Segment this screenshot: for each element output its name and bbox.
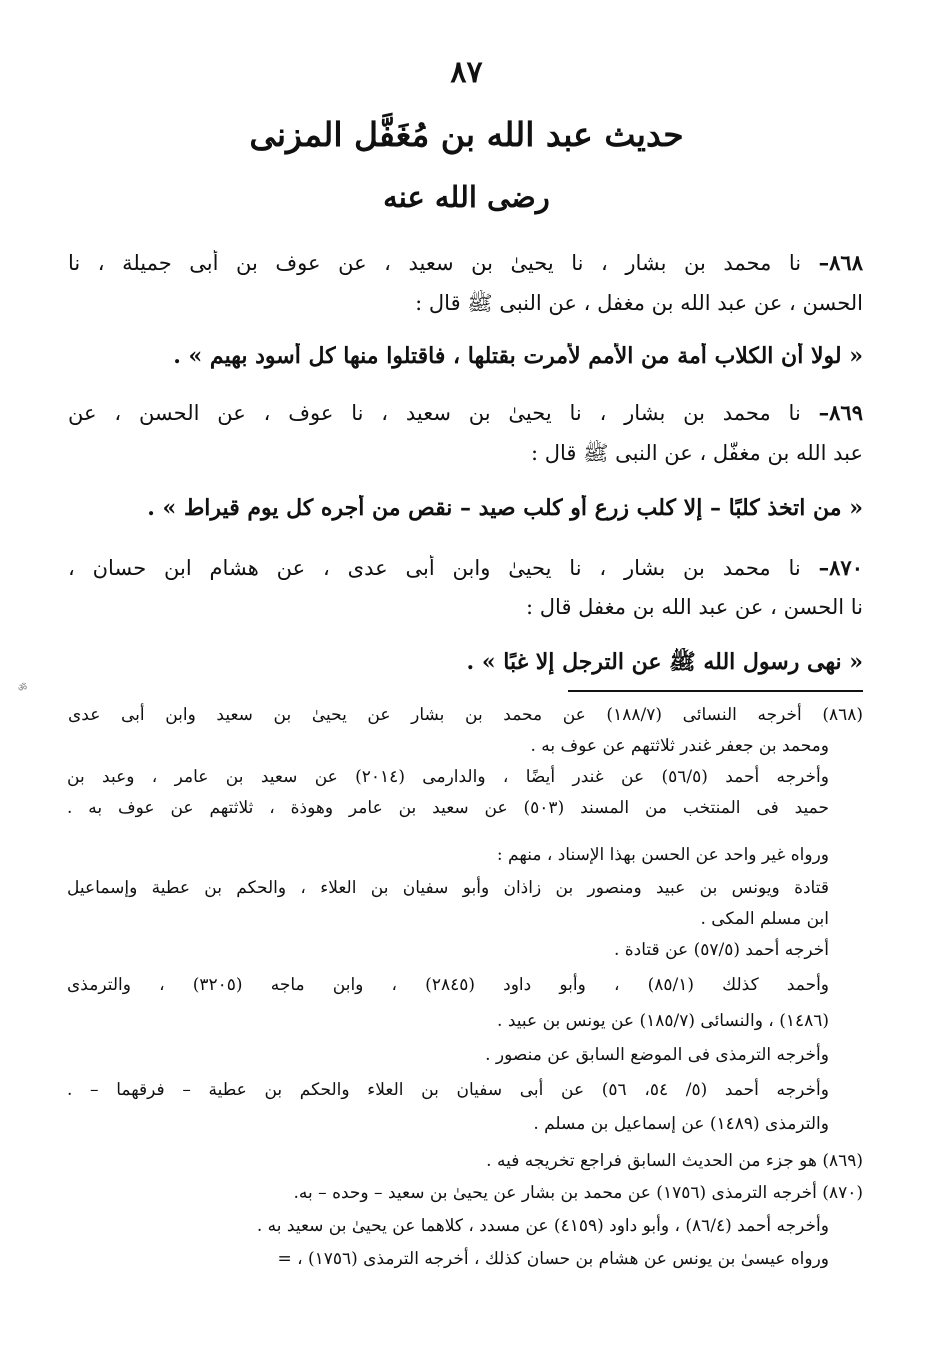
hadith-868-matn: « لولا أن الكلاب أمة من الأمم لأمرت بقتلها ، فاقتلوا منها كل أسود بهيم » .: [173, 343, 863, 369]
hadith-870-line-2: نا الحسن ، عن عبد الله بن مغفل قال :: [526, 595, 863, 619]
hadith-868-line-1: [68, 250, 863, 275]
footnote-separator: [568, 690, 863, 692]
hadith-869-matn: « من اتخذ كلبًا – إلا كلب زرع أو كلب صيد – نقص من أجره كل يوم قيراط » .: [147, 495, 863, 521]
footnote-line: وأحمد كذلك (٨٥/١) ، وأبو داود (٢٨٤٥) ، وابن ماجه (٣٢٠٥) ، والترمذى: [67, 975, 829, 995]
footnote-line: (١٤٨٦) ، والنسائى (١٨٥/٧) عن يونس بن عبيد .: [497, 1011, 829, 1031]
hadith-isnad: نا محمد بن بشار ، نا يحيىٰ بن سعيد ، نا عوف ، عن الحسن ، عن: [68, 401, 801, 425]
hadith-isnad: نا محمد بن بشار ، نا يحيىٰ بن سعيد ، عن عوف بن أبى جميلة ، نا: [68, 251, 802, 275]
footnote-line: وأخرجه الترمذى فى الموضع السابق عن منصور .: [485, 1045, 829, 1065]
hadith-number: ٨٦٩–: [818, 400, 863, 425]
hadith-isnad: نا محمد بن بشار ، نا يحيىٰ وابن أبى عدى ، عن هشام ابن حسان ،: [68, 556, 801, 580]
hadith-number: ٨٧٠–: [818, 555, 863, 580]
hadith-870-line-1: [68, 555, 863, 580]
hadith-868-line-2: الحسن ، عن عبد الله بن مغفل ، عن النبى ﷺ قال :: [415, 291, 863, 315]
footnote-line: قتادة ويونس بن عبيد ومنصور بن زاذان وأبو سفيان بن العلاء ، والحكم بن عطية وإسماعيل: [67, 878, 829, 898]
hadith-number: ٨٦٨–: [818, 250, 863, 275]
scan-speck: ॐ: [18, 683, 28, 694]
footnote-line: وأخرجه أحمد (٥٦/٥) عن غندر أيضًا ، والدارمى (٢٠١٤) عن سعيد بن عامر ، وعبد بن: [67, 767, 829, 787]
hadith-869-line-2: عبد الله بن مغفّل ، عن النبى ﷺ قال :: [531, 441, 863, 465]
footnote-line: ومحمد بن جعفر غندر ثلاثتهم عن عوف به .: [530, 736, 829, 756]
footnote-line: (٨٦٨) أخرجه النسائى (١٨٨/٧) عن محمد بن بشار عن يحيىٰ بن سعيد وابن أبى عدى: [68, 705, 863, 725]
hadith-869-line-1: [68, 400, 863, 425]
footnote-line: والترمذى (١٤٨٩) عن إسماعيل بن مسلم .: [533, 1114, 829, 1134]
chapter-title: حديث عبد الله بن مُغَفَّل المزنى: [249, 115, 684, 154]
footnote-line: وأخرجه أحمد (٥/ ٥٤، ٥٦) عن أبى سفيان بن العلاء والحكم بن عطية – فرقهما – .: [67, 1080, 829, 1100]
hadith-870-matn: « نهى رسول الله ﷺ عن الترجل إلا غبًا » .: [466, 649, 863, 675]
chapter-subtitle: رضى الله عنه: [383, 180, 550, 214]
footnote-line: ورواه غير واحد عن الحسن بهذا الإسناد ، منهم :: [496, 845, 829, 865]
footnote-line: ابن مسلم المكى .: [700, 909, 829, 929]
footnote-line: (٨٦٩) هو جزء من الحديث السابق فراجع تخريجه فيه .: [486, 1151, 863, 1171]
footnote-line: ورواه عيسىٰ بن يونس عن هشام بن حسان كذلك ، أخرجه الترمذى (١٧٥٦) ، =: [277, 1249, 829, 1269]
footnote-line: (٨٧٠) أخرجه الترمذى (١٧٥٦) عن محمد بن بشار عن يحيىٰ بن سعيد – وحده – به.: [293, 1183, 863, 1203]
footnote-line: وأخرجه أحمد (٨٦/٤) ، وأبو داود (٤١٥٩) عن مسدد ، كلاهما عن يحيىٰ بن سعيد به .: [256, 1216, 829, 1236]
page-number: ٨٧: [450, 55, 483, 90]
footnote-line: أخرجه أحمد (٥٧/٥) عن قتادة .: [613, 940, 829, 960]
footnote-line: حميد فى المنتخب من المسند (٥٠٣) عن سعيد بن عامر وهوذة ، ثلاثتهم عن عوف به .: [67, 798, 829, 818]
